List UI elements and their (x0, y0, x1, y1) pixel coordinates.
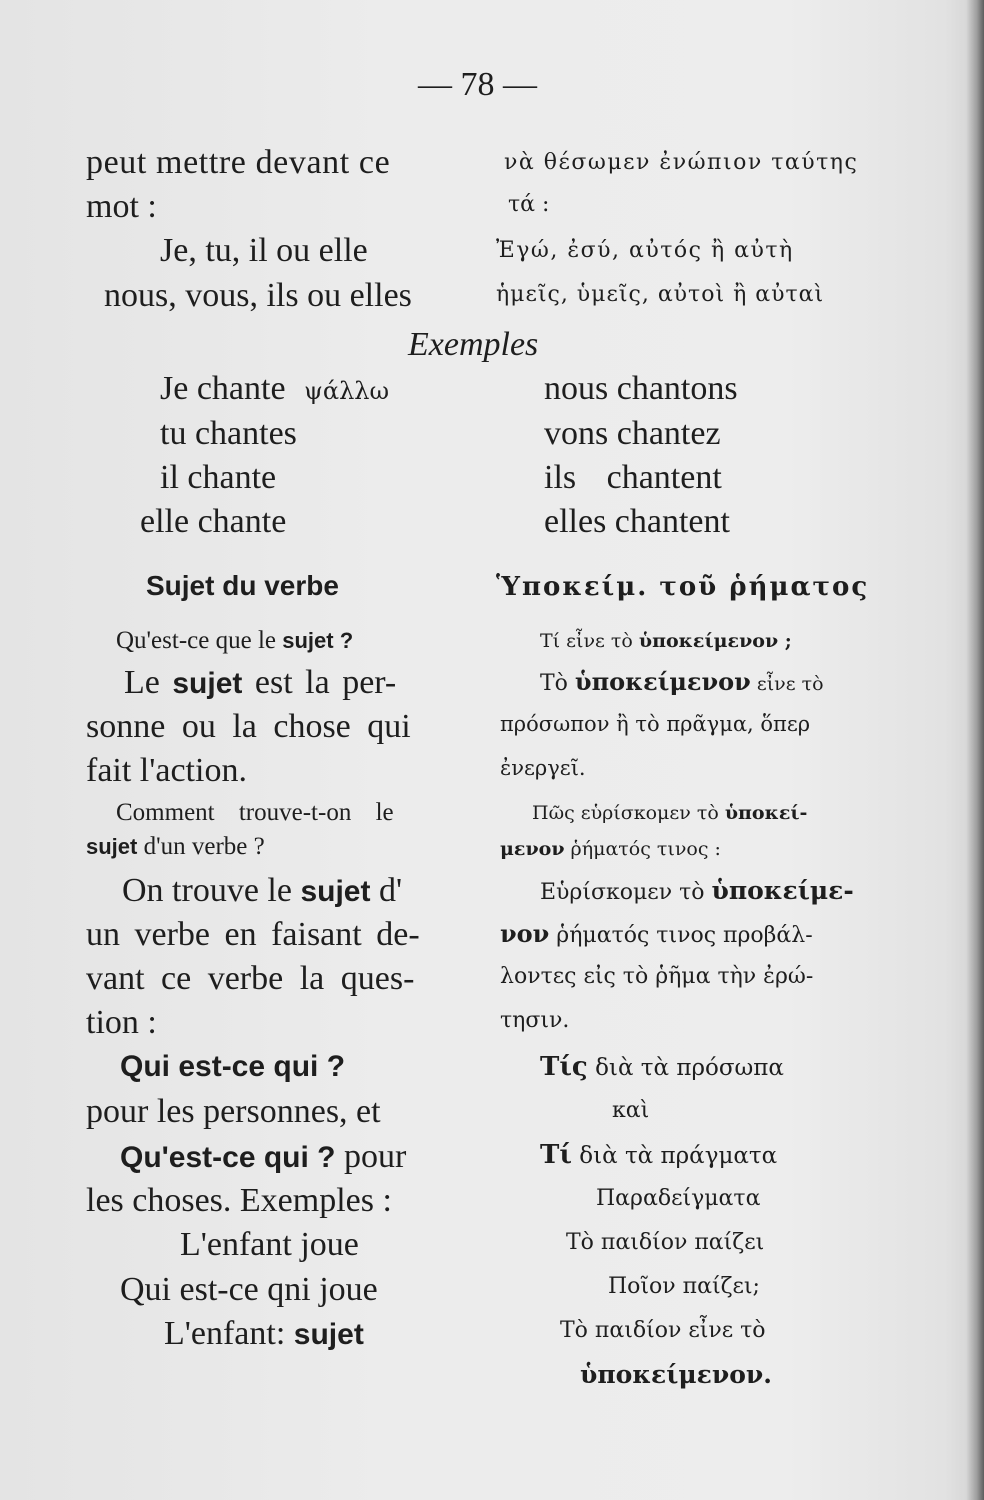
paradeigmata: Παραδείγματα (596, 1186, 761, 1211)
answer-1-line-1-a: Le (124, 664, 173, 701)
question-1-fr-sujet: sujet ? (282, 628, 354, 653)
les-choses-exemples: les choses. Exemples : (86, 1182, 392, 1219)
question-2-line-2-gr (500, 840, 721, 859)
left-pronouns-plural: nous, vous, ils ou elles (104, 277, 412, 314)
answer-1-line-3-gr: ἐνεργεῖ. (500, 756, 586, 780)
answer-2-line-1-fr (122, 874, 402, 908)
answer-1-line-1-fr (124, 666, 396, 700)
question-2-gr-a: Πῶς εὑρίσκομεν τὸ (532, 802, 725, 824)
question-1-gr-term: ὑποκείμενον ; (638, 630, 792, 652)
kai-word: καὶ (612, 1098, 650, 1123)
example-fr-3-sujet: sujet (293, 1318, 364, 1351)
example-gr-4: ὑποκείμενον. (580, 1360, 772, 1389)
exemples-heading: Exemples (408, 326, 539, 363)
question-2-gr-term-end: μενον (500, 838, 565, 860)
left-intro-line-1: peut mettre devant ce (86, 144, 391, 181)
qu-est-ce-qui-line (120, 1140, 406, 1174)
left-pronouns-singular: Je, tu, il ou elle (160, 232, 368, 269)
answer-2-line-3-gr: λοντες εἰς τὸ ῥῆμα τὴν ἐρώ- (500, 964, 814, 989)
question-1-gr-text: Τί εἶνε τὸ (540, 630, 639, 652)
conjugation-elle: elle chante (140, 503, 287, 540)
left-intro-line-2: mot : (86, 188, 157, 225)
question-1-fr (116, 628, 353, 653)
conjugation-il: il chante (160, 459, 277, 496)
answer-1-line-1-c: est la per- (242, 664, 397, 701)
answer-1-line-1-gr (540, 667, 824, 696)
answer-2-gr-b: ῥήματός τινος προβάλ- (549, 923, 813, 948)
answer-1-line-2-gr: πρόσωπον ἢ τὸ πρᾶγμα, ὅπερ (500, 712, 811, 736)
conjugation-nous: nous chantons (544, 370, 738, 407)
answer-2-line-4-gr: τησιν. (500, 1008, 570, 1033)
answer-1-sujet: sujet (172, 667, 243, 700)
qu-est-ce-qui-pour: pour (335, 1138, 407, 1175)
page-number: — 78 — (418, 66, 537, 103)
question-1-fr-text: Qu'est-ce que le (116, 627, 283, 654)
question-2-gr-b: ῥήματός τινος : (564, 838, 721, 860)
question-1-gr (540, 632, 792, 651)
conjugation-tu: tu chantes (160, 415, 297, 452)
answer-2-sujet: sujet (300, 875, 371, 908)
tis-line-text: διὰ τὰ πρόσωπα (587, 1055, 784, 1081)
pour-les-personnes: pour les personnes, et (86, 1093, 381, 1130)
conjugation-je-fr: Je chante (160, 370, 286, 407)
answer-2-gr-term: ὑποκείμε- (711, 876, 854, 905)
question-2-gr-term: ὑποκεί- (724, 802, 808, 824)
conjugation-je-gr: ψάλλω (304, 377, 390, 405)
example-fr-2: Qui est-ce qni joue (120, 1271, 378, 1308)
ti-word: Τί (540, 1140, 572, 1170)
answer-2-line-4-fr: tion : (86, 1004, 157, 1041)
qu-est-ce-qui: Qu'est-ce qui ? (120, 1141, 336, 1174)
qui-est-ce-qui: Qui est-ce qui ? (120, 1050, 346, 1083)
answer-1-line-2-fr: sonne ou la chose qui (86, 708, 411, 745)
right-pronouns-plural: ἡμεῖς, ὑμεῖς, αὐτοὶ ἢ αὐταὶ (496, 282, 825, 307)
conjugation-vous: vons chantez (544, 415, 721, 452)
right-intro-line-2: τά : (508, 192, 550, 217)
conjugation-je (160, 372, 389, 406)
right-pronouns-singular: Ἐγώ, ἐσύ, αὐτός ἢ αὐτὴ (496, 238, 794, 263)
question-2-line-2-fr (86, 834, 265, 859)
answer-2-gr-term-end: νον (500, 919, 550, 948)
question-2-sujet: sujet (86, 834, 138, 859)
answer-2-line-3-fr: vant ce verbe la ques- (86, 960, 415, 997)
section-title-fr: Sujet du verbe (146, 570, 339, 601)
ti-line-text: διὰ τὰ πράγματα (571, 1143, 778, 1169)
example-gr-3: Τὸ παιδίον εἶνε τὸ (560, 1318, 766, 1343)
example-fr-3-text: L'enfant: (164, 1315, 294, 1352)
answer-2-line-1-a: On trouve le (122, 872, 301, 909)
example-fr-1: L'enfant joue (180, 1226, 359, 1263)
tis-line (540, 1054, 784, 1080)
conjugation-ils: ils chantent (544, 459, 722, 496)
example-gr-1: Τὸ παιδίον παίζει (566, 1230, 765, 1255)
answer-2-line-1-c: d' (370, 872, 403, 909)
example-gr-2: Ποῖον παίζει; (608, 1274, 760, 1299)
answer-2-line-2-fr: un verbe en faisant de- (86, 916, 420, 953)
page-edge-shadow (966, 0, 984, 1500)
question-2-line-1-gr (532, 804, 807, 823)
question-2-line-2-text: d'un verbe ? (137, 833, 265, 860)
answer-2-line-2-gr (500, 919, 813, 948)
answer-1-gr-a: Τὸ (540, 671, 575, 696)
answer-1-line-3-fr: fait l'action. (86, 752, 247, 789)
question-2-line-1-fr: Comment trouve-t-on le (116, 799, 394, 826)
section-title-gr: Ὑποκείμ. τοῦ ῥήματος (496, 572, 870, 602)
tis-word: Τίς (540, 1052, 588, 1082)
right-intro-line-1: νὰ θέσωμεν ἐνώπιον ταύτης (504, 150, 859, 175)
answer-1-gr-c: εἶνε τὸ (750, 673, 824, 695)
example-fr-3 (164, 1317, 364, 1351)
ti-line (540, 1142, 777, 1168)
answer-1-gr-term: ὑποκείμενον (574, 667, 751, 696)
answer-2-line-1-gr (540, 878, 854, 904)
answer-2-gr-a: Εὑρίσκομεν τὸ (540, 880, 712, 905)
conjugation-elles: elles chantent (544, 503, 730, 540)
